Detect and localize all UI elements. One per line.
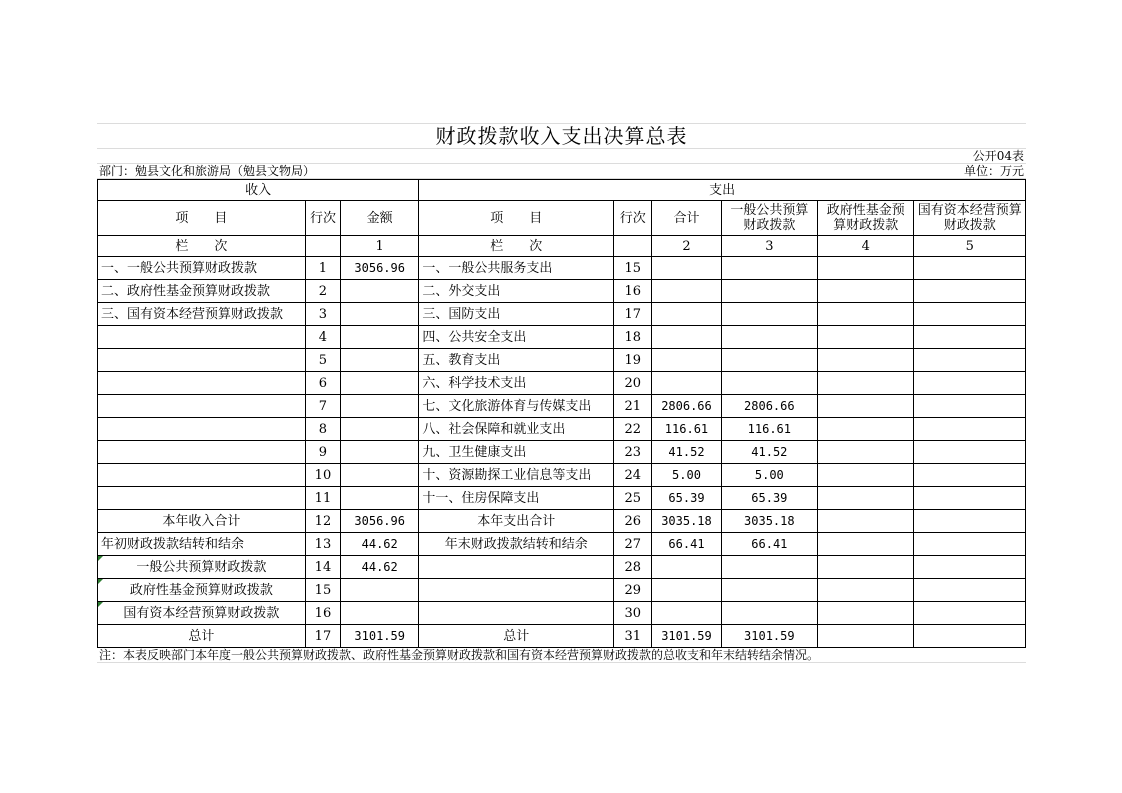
table-row xyxy=(98,441,1026,464)
expense-gov-fund xyxy=(818,418,914,441)
table-row xyxy=(98,303,1026,326)
expense-state-capital xyxy=(914,464,1026,487)
expense-row-number: 31 xyxy=(614,625,652,648)
expense-gov-fund xyxy=(818,303,914,326)
expense-general-budget xyxy=(721,280,817,303)
expense-row-number: 17 xyxy=(614,303,652,326)
income-amount xyxy=(341,602,419,625)
income-item: 三、国有资本经营预算财政拨款 xyxy=(98,303,306,326)
expense-total xyxy=(652,579,721,602)
income-row-number: 13 xyxy=(305,533,340,556)
income-row-number: 5 xyxy=(305,349,340,372)
expense-item xyxy=(419,579,614,602)
expense-state-capital xyxy=(914,326,1026,349)
expense-general-budget: 5.00 xyxy=(721,464,817,487)
col-index-2: 2 xyxy=(652,236,721,257)
expense-row-number: 28 xyxy=(614,556,652,579)
expense-general-budget: 2806.66 xyxy=(721,395,817,418)
income-item xyxy=(98,418,306,441)
lanci-label: 栏 次 xyxy=(98,236,306,257)
lanci-label: 栏 次 xyxy=(419,236,614,257)
expense-general-budget: 41.52 xyxy=(721,441,817,464)
expense-general-budget xyxy=(721,326,817,349)
form-number: 公开04表 xyxy=(972,149,1024,163)
expense-gov-fund xyxy=(818,510,914,533)
expense-state-capital xyxy=(914,280,1026,303)
expense-gov-fund xyxy=(818,602,914,625)
income-row-number: 6 xyxy=(305,372,340,395)
form-number-row xyxy=(97,149,1026,164)
income-row-number: 3 xyxy=(305,303,340,326)
income-amount-header: 金额 xyxy=(341,201,419,236)
expense-total xyxy=(652,280,721,303)
expense-state-capital xyxy=(914,372,1026,395)
expense-state-capital xyxy=(914,602,1026,625)
income-item: 一、一般公共预算财政拨款 xyxy=(98,257,306,280)
table-row xyxy=(98,602,1026,625)
expense-general-budget xyxy=(721,372,817,395)
expense-row-number: 18 xyxy=(614,326,652,349)
title-row xyxy=(97,123,1026,149)
empty-cell xyxy=(305,236,340,257)
expense-total: 66.41 xyxy=(652,533,721,556)
expense-gov-fund xyxy=(818,441,914,464)
expense-gov-fund xyxy=(818,556,914,579)
expense-gov-fund xyxy=(818,487,914,510)
expense-row-number: 21 xyxy=(614,395,652,418)
expense-item: 四、公共安全支出 xyxy=(419,326,614,349)
expense-item: 一、一般公共服务支出 xyxy=(419,257,614,280)
income-amount: 44.62 xyxy=(341,533,419,556)
expense-total xyxy=(652,372,721,395)
expense-state-capital xyxy=(914,625,1026,648)
income-row-number: 10 xyxy=(305,464,340,487)
expense-general-budget: 3035.18 xyxy=(721,510,817,533)
income-item xyxy=(98,326,306,349)
expense-state-capital xyxy=(914,303,1026,326)
col-index-4: 4 xyxy=(818,236,914,257)
expense-item: 三、国防支出 xyxy=(419,303,614,326)
expense-total xyxy=(652,303,721,326)
income-row-number: 16 xyxy=(305,602,340,625)
expense-gov-fund xyxy=(818,326,914,349)
expense-rowno-header: 行次 xyxy=(614,201,652,236)
expense-gov-fund xyxy=(818,349,914,372)
income-item xyxy=(98,372,306,395)
income-rowno-header: 行次 xyxy=(305,201,340,236)
income-item: 本年收入合计 xyxy=(98,510,306,533)
income-item xyxy=(98,464,306,487)
table-row xyxy=(98,395,1026,418)
expense-gov-fund xyxy=(818,395,914,418)
expense-item: 九、卫生健康支出 xyxy=(419,441,614,464)
income-row-number: 12 xyxy=(305,510,340,533)
col-index-1: 1 xyxy=(341,236,419,257)
header-row-2 xyxy=(98,201,1026,236)
expense-general-budget xyxy=(721,349,817,372)
expense-item: 总计 xyxy=(419,625,614,648)
unit-label: 单位：万元 xyxy=(963,164,1024,178)
expense-gov-fund xyxy=(818,625,914,648)
expense-total: 116.61 xyxy=(652,418,721,441)
expense-general-budget: 65.39 xyxy=(721,487,817,510)
expense-gov-fund xyxy=(818,280,914,303)
expense-row-number: 23 xyxy=(614,441,652,464)
table-row xyxy=(98,349,1026,372)
income-row-number: 15 xyxy=(305,579,340,602)
expense-item: 年末财政拨款结转和结余 xyxy=(419,533,614,556)
expense-state-capital xyxy=(914,395,1026,418)
expense-row-number: 26 xyxy=(614,510,652,533)
expense-item xyxy=(419,602,614,625)
income-amount: 3056.96 xyxy=(341,257,419,280)
income-amount xyxy=(341,303,419,326)
expense-item: 六、科学技术支出 xyxy=(419,372,614,395)
expense-row-number: 15 xyxy=(614,257,652,280)
table-row xyxy=(98,257,1026,280)
income-amount xyxy=(341,349,419,372)
expense-item: 十、资源勘探工业信息等支出 xyxy=(419,464,614,487)
income-amount xyxy=(341,464,419,487)
expense-general-budget: 3101.59 xyxy=(721,625,817,648)
budget-table xyxy=(97,179,1026,648)
table-row xyxy=(98,326,1026,349)
expense-item: 二、外交支出 xyxy=(419,280,614,303)
expense-item: 八、社会保障和就业支出 xyxy=(419,418,614,441)
expense-item-header: 项 目 xyxy=(419,201,614,236)
expense-total: 3035.18 xyxy=(652,510,721,533)
income-row-number: 11 xyxy=(305,487,340,510)
income-amount: 3101.59 xyxy=(341,625,419,648)
income-row-number: 9 xyxy=(305,441,340,464)
income-amount: 3056.96 xyxy=(341,510,419,533)
income-amount xyxy=(341,441,419,464)
expense-row-number: 19 xyxy=(614,349,652,372)
expense-total xyxy=(652,349,721,372)
income-item xyxy=(98,349,306,372)
total-header: 合计 xyxy=(652,201,721,236)
table-row xyxy=(98,487,1026,510)
table-row xyxy=(98,418,1026,441)
expense-total: 65.39 xyxy=(652,487,721,510)
expense-row-number: 25 xyxy=(614,487,652,510)
table-row xyxy=(98,556,1026,579)
income-row-number: 8 xyxy=(305,418,340,441)
expense-row-number: 30 xyxy=(614,602,652,625)
col-index-5: 5 xyxy=(914,236,1026,257)
expense-total: 5.00 xyxy=(652,464,721,487)
income-item xyxy=(98,441,306,464)
expense-total: 3101.59 xyxy=(652,625,721,648)
income-item: 二、政府性基金预算财政拨款 xyxy=(98,280,306,303)
expense-general-budget xyxy=(721,579,817,602)
empty-cell xyxy=(614,236,652,257)
expense-state-capital xyxy=(914,579,1026,602)
expense-general-budget: 66.41 xyxy=(721,533,817,556)
expense-gov-fund xyxy=(818,464,914,487)
income-row-number: 14 xyxy=(305,556,340,579)
expense-item: 本年支出合计 xyxy=(419,510,614,533)
income-amount xyxy=(341,487,419,510)
income-item: 国有资本经营预算财政拨款 xyxy=(98,602,306,625)
income-item xyxy=(98,487,306,510)
table-row xyxy=(98,464,1026,487)
expense-row-number: 24 xyxy=(614,464,652,487)
table-row xyxy=(98,625,1026,648)
income-amount xyxy=(341,372,419,395)
expense-gov-fund xyxy=(818,579,914,602)
income-row-number: 17 xyxy=(305,625,340,648)
expense-general-budget: 116.61 xyxy=(721,418,817,441)
spreadsheet xyxy=(97,123,1026,663)
expense-header: 支出 xyxy=(419,180,1026,201)
table-row xyxy=(98,372,1026,395)
expense-item: 七、文化旅游体育与传媒支出 xyxy=(419,395,614,418)
income-item xyxy=(98,395,306,418)
expense-state-capital xyxy=(914,533,1026,556)
expense-state-capital xyxy=(914,418,1026,441)
expense-state-capital xyxy=(914,556,1026,579)
table-row xyxy=(98,280,1026,303)
income-item: 政府性基金预算财政拨款 xyxy=(98,579,306,602)
income-amount xyxy=(341,418,419,441)
expense-item: 五、教育支出 xyxy=(419,349,614,372)
expense-total: 41.52 xyxy=(652,441,721,464)
income-row-number: 1 xyxy=(305,257,340,280)
table-row xyxy=(98,510,1026,533)
table-row xyxy=(98,533,1026,556)
income-amount: 44.62 xyxy=(341,556,419,579)
expense-state-capital xyxy=(914,349,1026,372)
expense-general-budget xyxy=(721,303,817,326)
expense-general-budget xyxy=(721,257,817,280)
expense-general-budget xyxy=(721,556,817,579)
expense-state-capital xyxy=(914,441,1026,464)
expense-state-capital xyxy=(914,510,1026,533)
expense-row-number: 16 xyxy=(614,280,652,303)
expense-row-number: 22 xyxy=(614,418,652,441)
income-item: 总计 xyxy=(98,625,306,648)
expense-total xyxy=(652,602,721,625)
expense-row-number: 27 xyxy=(614,533,652,556)
expense-total: 2806.66 xyxy=(652,395,721,418)
expense-total xyxy=(652,556,721,579)
department-label: 部门：勉县文化和旅游局（勉县文物局） xyxy=(99,164,316,178)
expense-total xyxy=(652,326,721,349)
page-title: 财政拨款收入支出决算总表 xyxy=(435,124,688,148)
table-row xyxy=(98,579,1026,602)
expense-gov-fund xyxy=(818,257,914,280)
expense-state-capital xyxy=(914,257,1026,280)
expense-item xyxy=(419,556,614,579)
income-amount xyxy=(341,280,419,303)
general-budget-header: 一般公共预算财政拨款 xyxy=(721,201,817,236)
expense-gov-fund xyxy=(818,533,914,556)
income-item: 年初财政拨款结转和结余 xyxy=(98,533,306,556)
department-row xyxy=(97,164,1026,179)
header-row-1 xyxy=(98,180,1026,201)
income-amount xyxy=(341,395,419,418)
income-row-number: 2 xyxy=(305,280,340,303)
expense-row-number: 29 xyxy=(614,579,652,602)
income-header: 收入 xyxy=(98,180,419,201)
footnote: 注：本表反映部门本年度一般公共预算财政拨款、政府性基金预算财政拨款和国有资本经营预算财政拨款的总收支和年末结转结余情况。 xyxy=(97,648,1026,663)
expense-row-number: 20 xyxy=(614,372,652,395)
expense-total xyxy=(652,257,721,280)
income-row-number: 7 xyxy=(305,395,340,418)
expense-general-budget xyxy=(721,602,817,625)
expense-state-capital xyxy=(914,487,1026,510)
column-index-row xyxy=(98,236,1026,257)
gov-fund-header: 政府性基金预算财政拨款 xyxy=(818,201,914,236)
income-row-number: 4 xyxy=(305,326,340,349)
income-item: 一般公共预算财政拨款 xyxy=(98,556,306,579)
expense-gov-fund xyxy=(818,372,914,395)
col-index-3: 3 xyxy=(721,236,817,257)
income-amount xyxy=(341,326,419,349)
state-capital-header: 国有资本经营预算财政拨款 xyxy=(914,201,1026,236)
income-item-header: 项 目 xyxy=(98,201,306,236)
expense-item: 十一、住房保障支出 xyxy=(419,487,614,510)
income-amount xyxy=(341,579,419,602)
